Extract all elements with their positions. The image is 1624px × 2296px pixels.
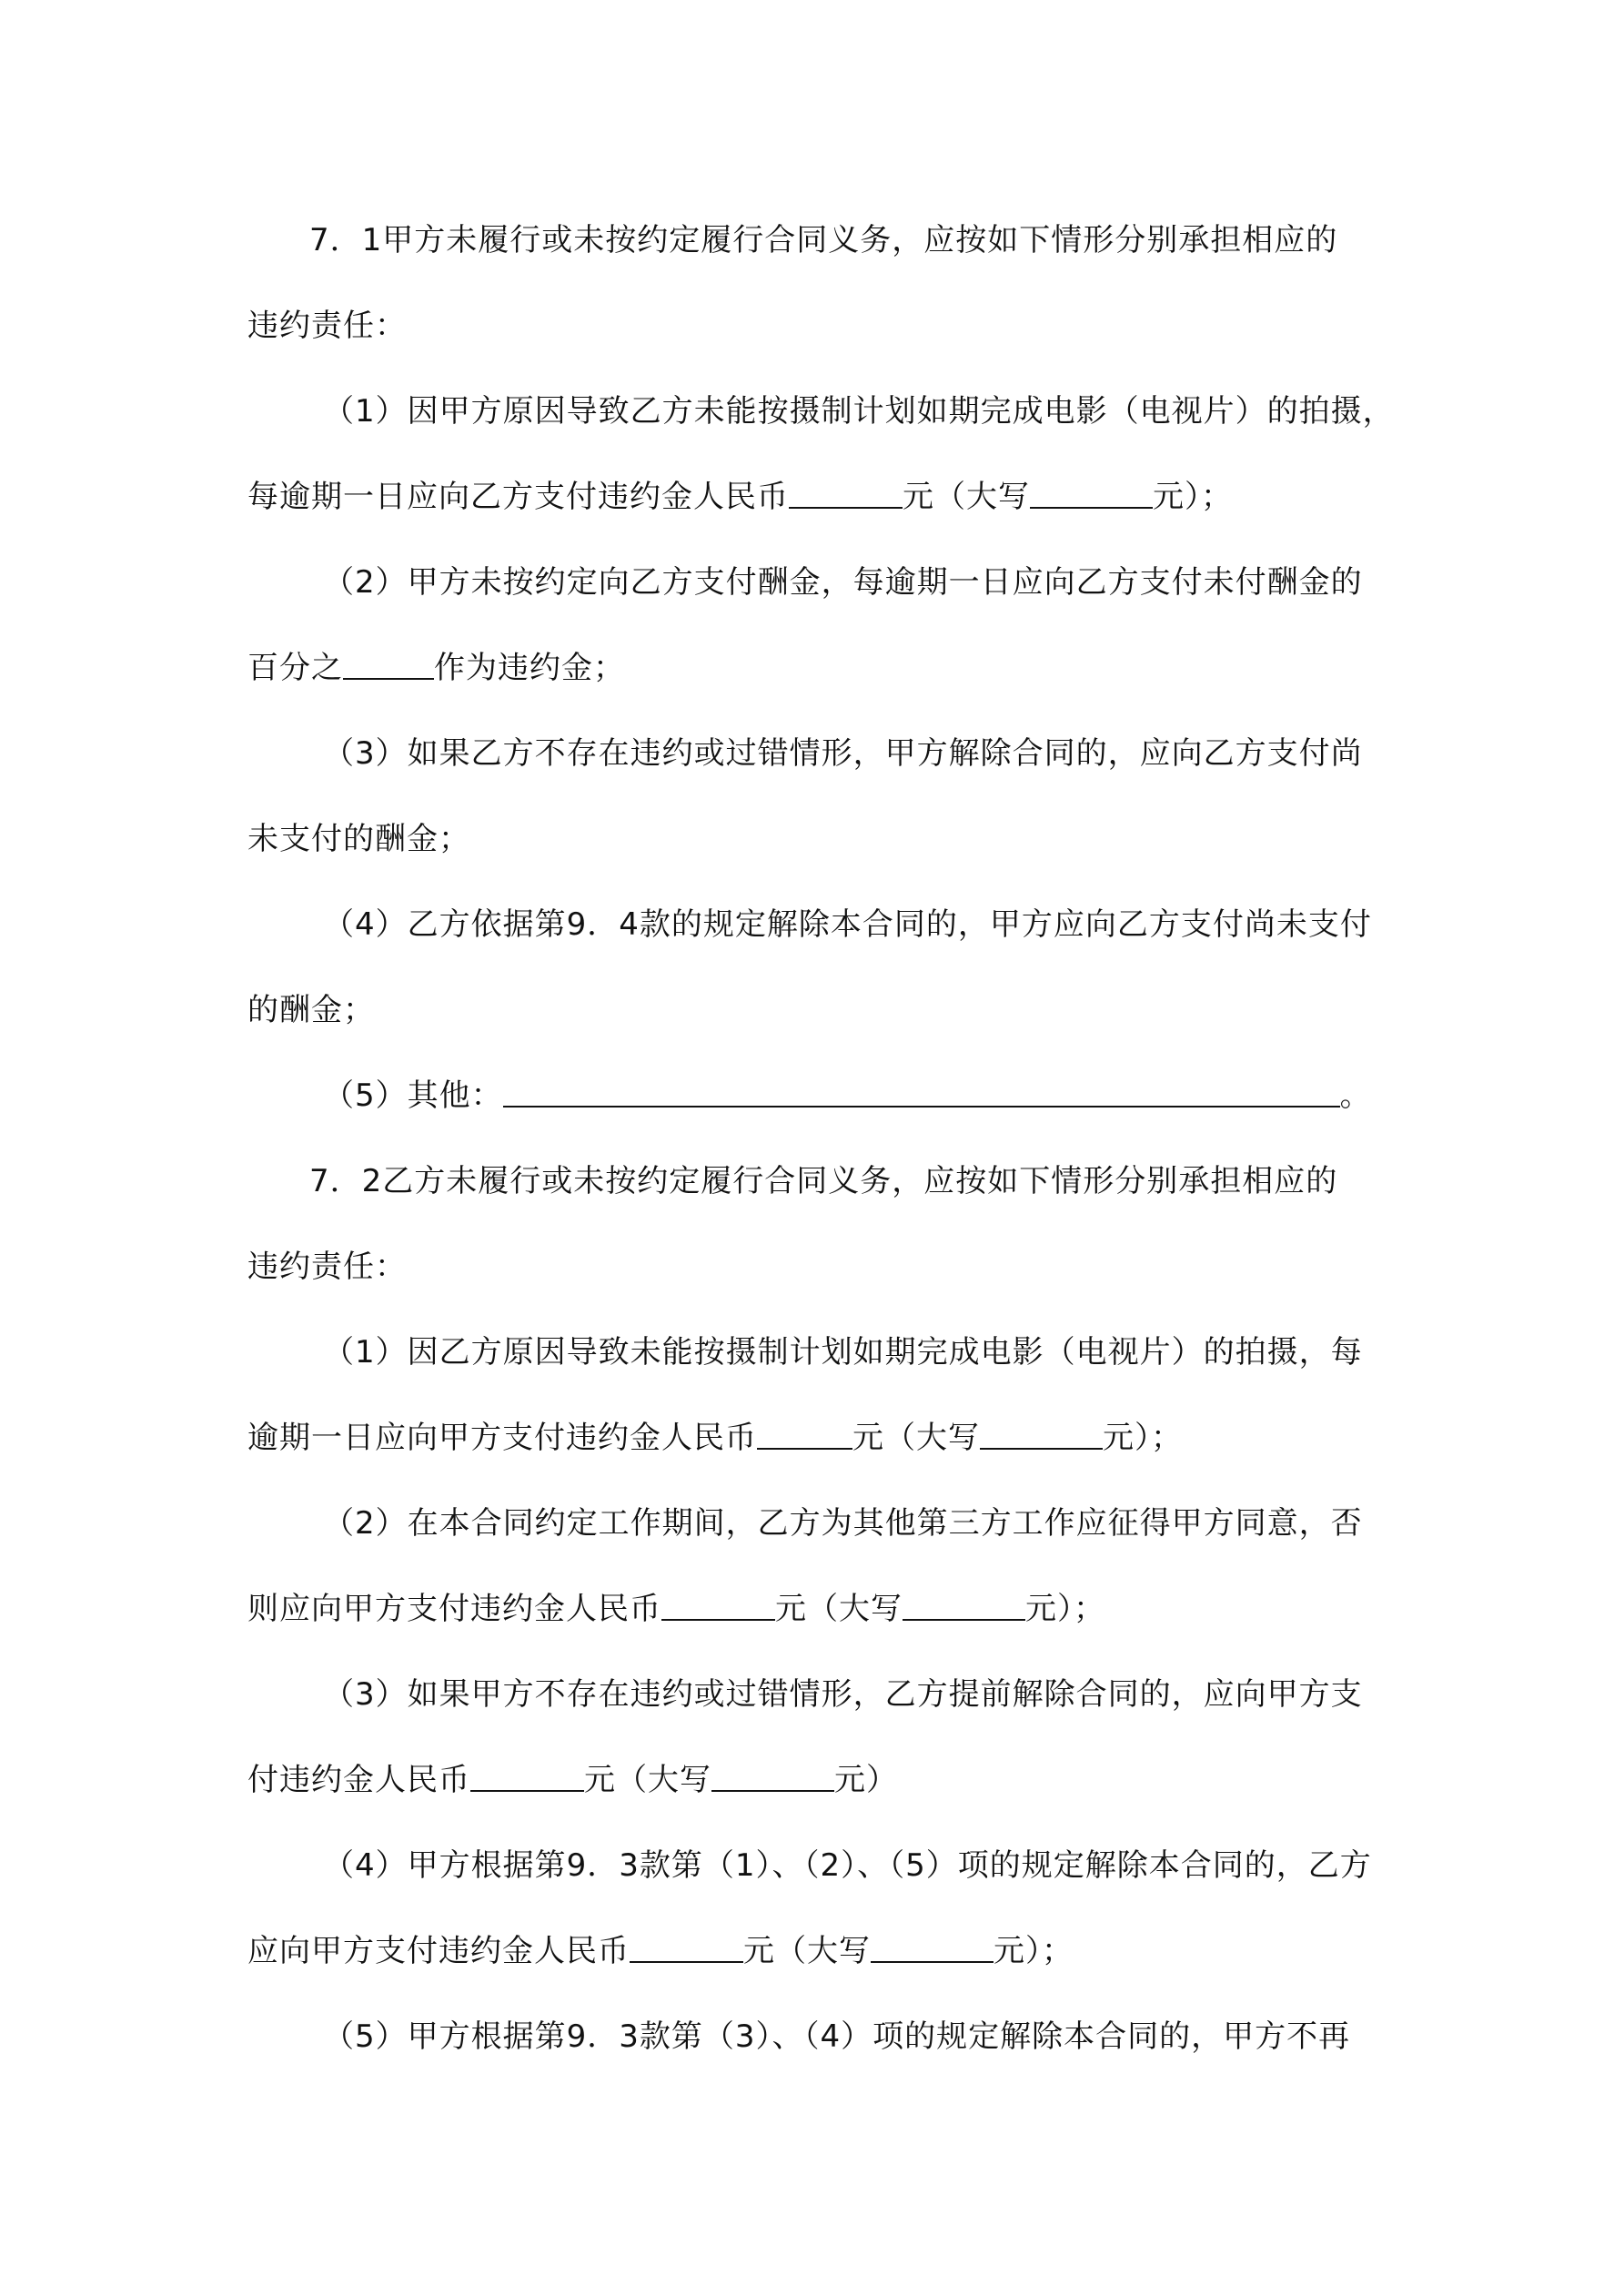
amount-words-blank xyxy=(980,1417,1103,1450)
other-blank xyxy=(503,1075,1340,1108)
text: 应向甲方支付违约金人民币 xyxy=(247,1933,630,1969)
section-7-2-item-1-cont xyxy=(0,1412,1624,1463)
text: 元）； xyxy=(994,1933,1074,1969)
section-7-1-item-3 xyxy=(0,728,1624,779)
text: 每逾期一日应向乙方支付违约金人民币 xyxy=(247,479,789,515)
text: 的酬金； xyxy=(247,992,375,1028)
text: 元（大写 xyxy=(852,1420,980,1456)
section-7-2-item-3 xyxy=(0,1669,1624,1720)
text: （1）因甲方原因导致乙方未能按摄制计划如期完成电影（电视片）的拍摄， xyxy=(323,393,1395,430)
text: 元（大写 xyxy=(903,479,1030,515)
text: （2）在本合同约定工作期间，乙方为其他第三方工作应征得甲方同意，否 xyxy=(323,1505,1363,1542)
section-7-2-item-2 xyxy=(0,1498,1624,1549)
section-7-2-item-4-cont xyxy=(0,1926,1624,1977)
section-7-1-item-5 xyxy=(0,1070,1624,1121)
section-7-1-item-4-cont xyxy=(0,985,1624,1036)
text: 。 xyxy=(1339,1077,1372,1114)
text: （1）因乙方原因导致未能按摄制计划如期完成电影（电视片）的拍摄，每 xyxy=(323,1334,1363,1371)
section-7-2-item-1 xyxy=(0,1327,1624,1378)
section-7-2-item-5 xyxy=(0,2011,1624,2062)
text: （5）其他： xyxy=(323,1077,503,1114)
amount-blank xyxy=(757,1417,852,1450)
text: 元（大写 xyxy=(743,1933,871,1969)
section-7-2-intro xyxy=(0,1156,1624,1207)
text: （3）如果乙方不存在违约或过错情形，甲方解除合同的，应向乙方支付尚 xyxy=(323,735,1363,772)
text: 付违约金人民币 xyxy=(247,1762,470,1798)
amount-blank xyxy=(470,1759,584,1792)
text: 元（大写 xyxy=(775,1591,903,1627)
section-7-1-intro xyxy=(0,215,1624,266)
amount-words-blank xyxy=(871,1930,994,1963)
section-7-2-intro-cont xyxy=(0,1241,1624,1292)
text: 7．1甲方未履行或未按约定履行合同义务，应按如下情形分别承担相应的 xyxy=(309,222,1338,258)
text: 7．2乙方未履行或未按约定履行合同义务，应按如下情形分别承担相应的 xyxy=(309,1163,1338,1199)
text: 作为违约金； xyxy=(434,650,625,686)
section-7-2-item-2-cont xyxy=(0,1583,1624,1634)
section-7-1-item-2 xyxy=(0,557,1624,608)
text: 元） xyxy=(834,1762,898,1798)
text: （4）甲方根据第9．3款第（1）、（2）、（5）项的规定解除本合同的，乙方 xyxy=(323,1847,1372,1884)
section-7-2-item-3-cont xyxy=(0,1755,1624,1805)
section-7-1-item-3-cont xyxy=(0,814,1624,865)
amount-words-blank xyxy=(711,1759,834,1792)
text: 则应向甲方支付违约金人民币 xyxy=(247,1591,661,1627)
text: （4）乙方依据第9．4款的规定解除本合同的，甲方应向乙方支付尚未支付 xyxy=(323,906,1372,943)
section-7-1-intro-cont xyxy=(0,300,1624,351)
text: 元）； xyxy=(1025,1591,1105,1627)
text: 违约责任： xyxy=(247,1249,407,1285)
text: （5）甲方根据第9．3款第（3）、（4）项的规定解除本合同的，甲方不再 xyxy=(323,2018,1351,2055)
section-7-1-item-1 xyxy=(0,386,1624,437)
text: 违约责任： xyxy=(247,308,407,344)
text: 元）； xyxy=(1153,479,1233,515)
text: 未支付的酬金； xyxy=(247,821,470,857)
section-7-1-item-1-cont xyxy=(0,471,1624,522)
amount-words-blank xyxy=(1030,476,1153,509)
text: 百分之 xyxy=(247,650,343,686)
section-7-1-item-4 xyxy=(0,899,1624,950)
section-7-2-item-4 xyxy=(0,1840,1624,1891)
percent-blank xyxy=(343,647,434,680)
text: 逾期一日应向甲方支付违约金人民币 xyxy=(247,1420,757,1456)
amount-words-blank xyxy=(903,1588,1025,1621)
text: （2）甲方未按约定向乙方支付酬金，每逾期一日应向乙方支付未付酬金的 xyxy=(323,564,1363,601)
text: （3）如果甲方不存在违约或过错情形，乙方提前解除合同的，应向甲方支 xyxy=(323,1676,1363,1713)
text: 元）； xyxy=(1103,1420,1183,1456)
text: 元（大写 xyxy=(584,1762,711,1798)
amount-blank xyxy=(661,1588,775,1621)
section-7-1-item-2-cont xyxy=(0,642,1624,693)
amount-blank xyxy=(630,1930,743,1963)
amount-blank xyxy=(789,476,903,509)
